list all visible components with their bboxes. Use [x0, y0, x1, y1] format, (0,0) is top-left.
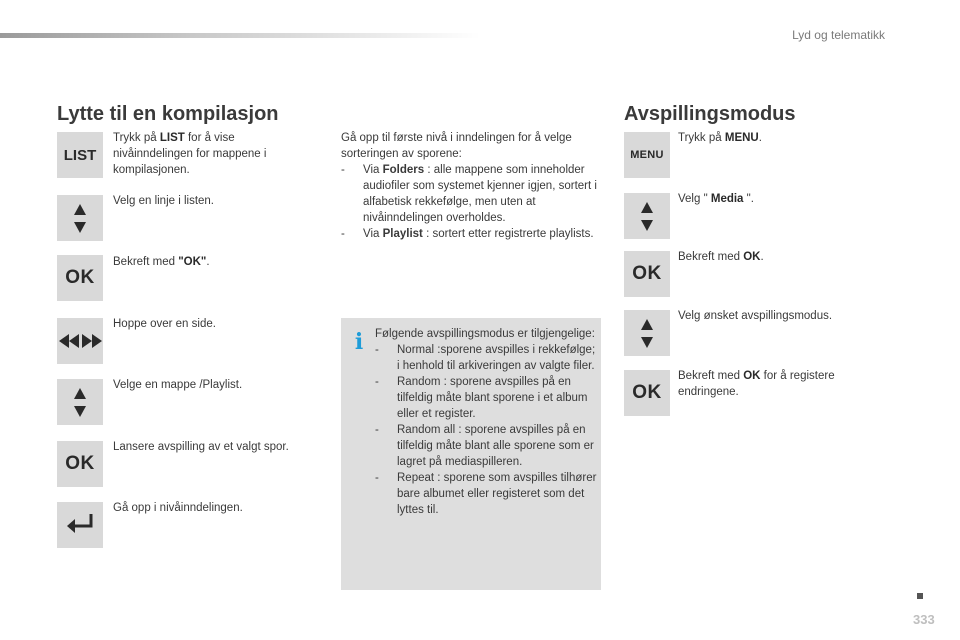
ok-button: OK — [57, 441, 103, 487]
sorting-intro: Gå opp til første nivå i inndelingen for å velge sorteringen av sporene: — [341, 132, 572, 160]
return-arrow-icon — [57, 502, 103, 548]
step-go-up-text: Gå opp i nivåinndelingen. — [113, 502, 243, 514]
step-list-text: Trykk på LIST for å vise nivåinndelingen for mappene i kompilasjonen. — [113, 132, 267, 176]
page-number: 333 — [913, 612, 935, 627]
menu-button: MENU — [624, 132, 670, 178]
step-save-text: Bekreft med OK for å registere endringene. — [678, 370, 835, 398]
list-item: - Via Folders : alle mappene som inneholder audiofiler som systemet kjenner igjen, sortert i alfabetisk rekkefølge, men uten at nivåinndelingen overholdes. — [341, 164, 597, 224]
step-select-folder-text: Velge en mappe /Playlist. — [113, 379, 243, 391]
left-section-title: Lytte til en kompilasjon — [57, 103, 279, 125]
step-play-track-text: Lansere avspilling av et valgt spor. — [113, 441, 289, 453]
info-text — [375, 326, 597, 518]
info-intro: Følgende avspillingsmodus er tilgjengelige: — [375, 328, 595, 340]
step-select-media-text: Velg " Media ". — [678, 193, 754, 205]
up-down-arrows-icon — [624, 310, 670, 356]
section-label: Lyd og telematikk — [792, 28, 885, 42]
list-item: - Random all : sporene avspilles på en tilfeldig måte blant alle sporene som er lagret på mediaspilleren. — [375, 424, 594, 468]
step-select-mode-text: Velg ønsket avspillingsmodus. — [678, 310, 833, 322]
list-item: - Via Playlist : sortert etter registrerte playlists. — [341, 228, 594, 240]
info-icon: i — [354, 329, 364, 355]
right-section-title: Avspillingsmodus — [624, 103, 796, 125]
up-down-arrows-icon — [57, 195, 103, 241]
list-item: - Repeat : sporene som avspilles tilhører bare albumet eller registeret som det lyttes til. — [375, 472, 597, 516]
up-down-arrows-icon — [57, 379, 103, 425]
sorting-description — [341, 130, 601, 242]
header-bar — [0, 33, 480, 38]
info-box — [341, 318, 601, 590]
step-menu-text: Trykk på MENU. — [678, 132, 762, 144]
ok-button: OK — [624, 370, 670, 416]
step-confirm-text: Bekreft med "OK". — [113, 256, 210, 268]
list-button — [57, 132, 103, 178]
ok-button: OK — [57, 255, 103, 301]
step-skip-page-text: Hoppe over en side. — [113, 318, 216, 330]
list-button-label: LIST — [63, 146, 97, 164]
left-right-arrows-icon — [57, 318, 103, 364]
ok-button: OK — [624, 251, 670, 297]
step-confirm-text: Bekreft med OK. — [678, 251, 764, 263]
up-down-arrows-icon — [624, 193, 670, 239]
list-item: - Normal :sporene avspilles i rekkefølge; i henhold til arkiveringen av valgte filer. — [375, 344, 596, 372]
list-item: - Random : sporene avspilles på en tilfeldig måte blant sporene i et album eller et register. — [375, 376, 588, 420]
step-select-line-text: Velg en linje i listen. — [113, 195, 215, 207]
page-marker — [917, 593, 923, 599]
